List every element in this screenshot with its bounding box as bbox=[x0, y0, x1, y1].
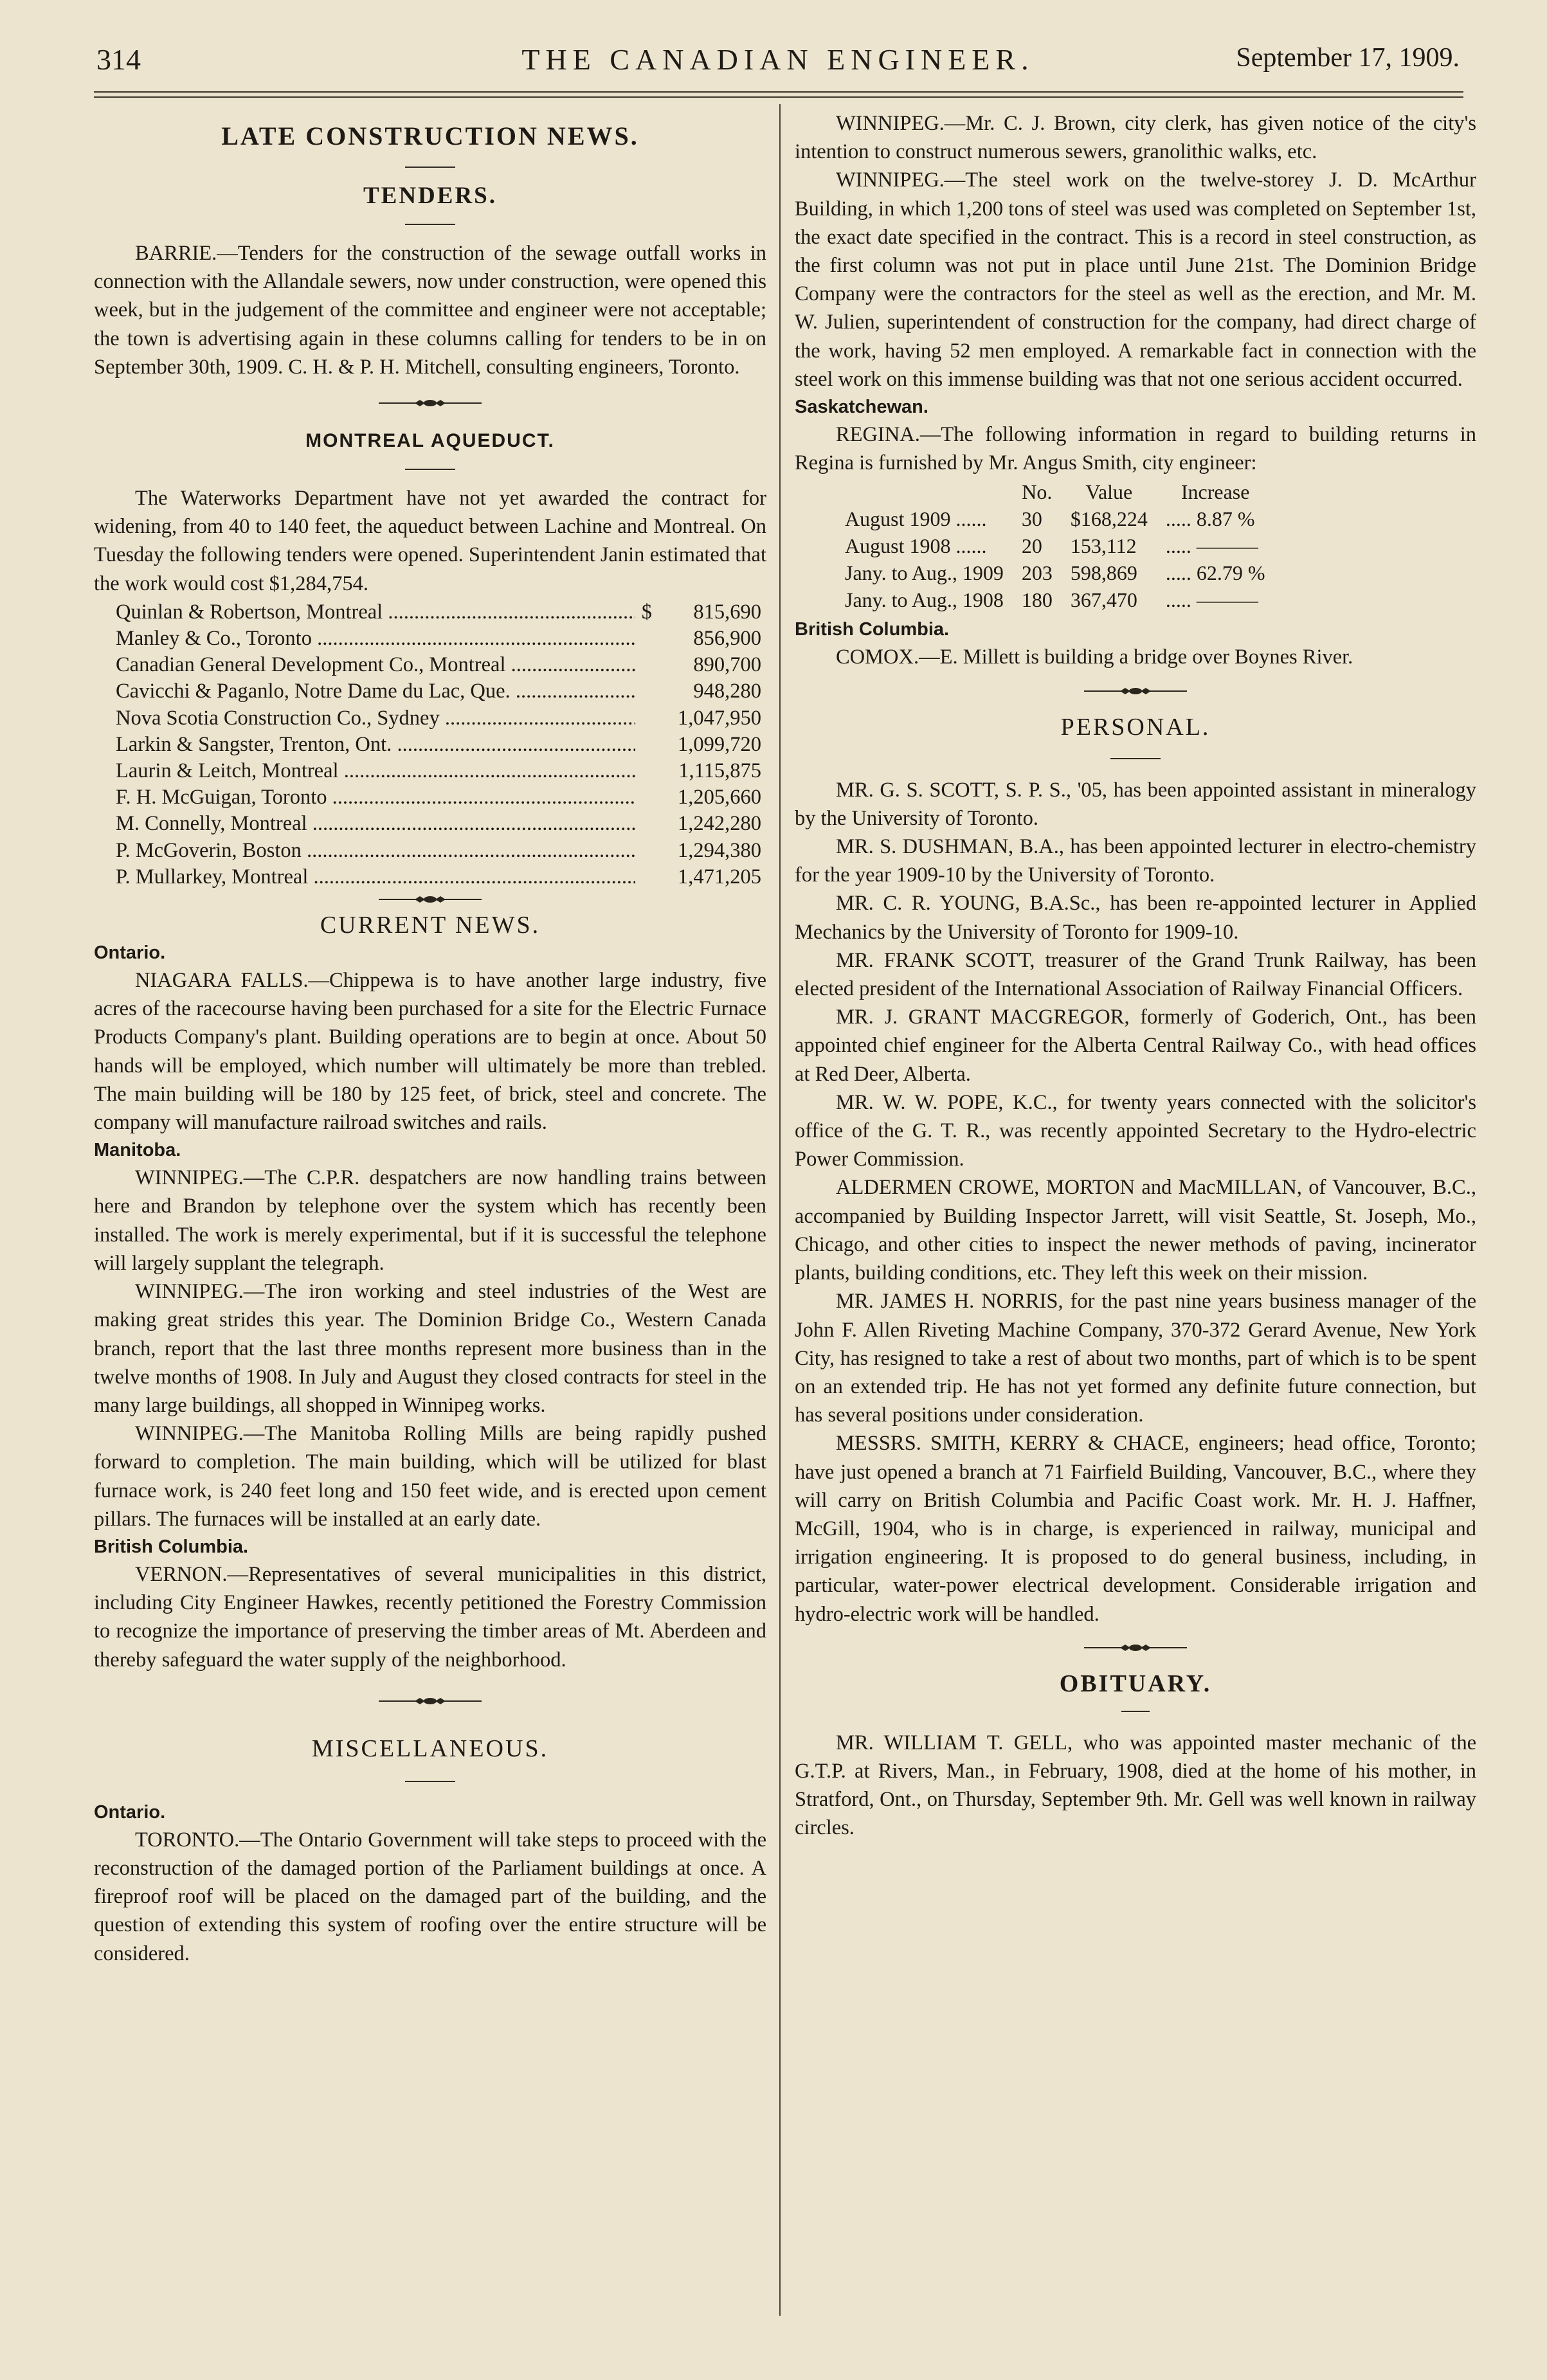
tender-row: Manley & Co., Toronto ..... 856,900 bbox=[94, 626, 766, 652]
table-header-row: No. Value Increase bbox=[1022, 480, 1250, 504]
tender-row: Canadian General Development Co., Montreal ..... 890,700 bbox=[94, 652, 766, 678]
tender-row: Laurin & Leitch, Montreal ..... 1,115,875 bbox=[94, 758, 766, 784]
personal-item: ALDERMEN CROWE, MORTON and MacMILLAN, of Vancouver, B.C., accompanied by Building Inspector Jarrett, will visit Seattle, St. Joseph, Mo., Chicago, and other cities to inspect the newer methods of paving, incinerator plants, building conditions, etc. They left this week on their mission. bbox=[795, 1176, 1476, 1285]
tender-row: Quinlan & Robertson, Montreal ..... $ 815,690 bbox=[94, 599, 766, 626]
personal-item: MR. W. W. POPE, K.C., for twenty years connected with the solicitor's office of the G. T. R., was recently appointed Secretary to the Hydro-electric Power Commission. bbox=[795, 1090, 1476, 1171]
tender-list bbox=[94, 599, 766, 890]
divider bbox=[405, 469, 455, 470]
province-heading-british-columbia-right: British Columbia. bbox=[795, 619, 950, 640]
article-vernon: VERNON.—Representatives of several municipalities in this district, including City Engineer Hawkes, recently petitioned the Forestry Commission to recognize the importance of preserving the timber areas of Mt. Aberdeen and thereby safeguard the water supply of the neighborhood. bbox=[94, 1562, 766, 1672]
journal-title: THE CANADIAN ENGINEER. bbox=[521, 43, 1035, 76]
table-row: Jany. to Aug., 1909 203 598,869 ..... 62.79 % bbox=[845, 561, 1265, 585]
issue-date: September 17, 1909. bbox=[1236, 43, 1460, 73]
personal-item: MR. S. DUSHMAN, B.A., has been appointed lecturer in electro-chemistry for the year 1909-10 by the University of Toronto. bbox=[795, 835, 1476, 887]
ornament-divider bbox=[1084, 1643, 1187, 1653]
article-winnipeg-sewers: WINNIPEG.—Mr. C. J. Brown, city clerk, has given notice of the city's intention to construct numerous sewers, granolithic walks, etc. bbox=[795, 112, 1476, 164]
section-title-montreal-aqueduct: MONTREAL AQUEDUCT. bbox=[305, 430, 555, 452]
left-column bbox=[94, 109, 766, 1968]
building-returns-table bbox=[836, 478, 1274, 613]
table-row: Jany. to Aug., 1908 180 367,470 ..... ——— bbox=[845, 588, 1258, 612]
province-heading-ontario: Ontario. bbox=[94, 942, 166, 964]
section-title-personal: PERSONAL. bbox=[1060, 713, 1211, 741]
tender-row: M. Connelly, Montreal ..... 1,242,280 bbox=[94, 811, 766, 837]
right-column bbox=[795, 109, 1476, 1843]
article-regina: REGINA.—The following information in regard to building returns in Regina is furnished by Mr. Angus Smith, city engineer: bbox=[795, 423, 1476, 475]
province-heading-saskatchewan: Saskatchewan. bbox=[795, 397, 928, 418]
personal-item: MESSRS. SMITH, KERRY & CHACE, engineers; head office, Toronto; have just opened a branch at 71 Fairfield Building, Vancouver, B.C., where they will carry on British Columbia and Pacific Coast work. Mr. H. J. Haffner, McGill, 1904, who is in charge, is experienced in railway, municipal and irrigation engineering. It is proposed to do general business, including, in particular, water-power electrical development. Considerable irrigation and hydro-electric work will be handled. bbox=[795, 1432, 1476, 1626]
article-toronto: TORONTO.—The Ontario Government will take steps to proceed with the reconstruction of the damaged portion of the Parliament buildings at once. A fireproof roof will be placed on the damaged part of the building, and the question of extending this system of roofing over the entire structure will be considered. bbox=[94, 1828, 766, 1965]
article-comox: COMOX.—E. Millett is building a bridge over Boynes River. bbox=[836, 645, 1353, 669]
section-title-miscellaneous: MISCELLANEOUS. bbox=[311, 1735, 549, 1762]
section-title-obituary: OBITUARY. bbox=[1059, 1670, 1212, 1697]
divider bbox=[405, 224, 455, 225]
tender-row: Larkin & Sangster, Trenton, Ont. ..... 1,099,720 bbox=[94, 732, 766, 758]
article-winnipeg-steel-industries: WINNIPEG.—The iron working and steel industries of the West are making great strides this year. The Dominion Bridge Co., Western Canada branch, report that the last three months represent more business than in the twelve months of 1908. In July and August they closed contracts for steel in the many large buildings, all shopped in Winnipeg works. bbox=[94, 1280, 766, 1417]
article-barrie: BARRIE.—Tenders for the construction of the sewage outfall works in connection with the Allandale sewers, now under construction, were opened this week, but in the judgement of the committee and engineer were not acceptable; the town is advertising again in these columns calling for tenders to be in on September 30th, 1909. C. H. & P. H. Mitchell, consulting engineers, Toronto. bbox=[94, 242, 766, 379]
personal-item: MR. J. GRANT MACGREGOR, formerly of Goderich, Ont., has been appointed chief engineer for the Alberta Central Railway Co., with head offices at Red Deer, Alberta. bbox=[795, 1005, 1476, 1086]
divider bbox=[405, 1781, 455, 1782]
tender-row: Nova Scotia Construction Co., Sydney ..... 1,047,950 bbox=[94, 705, 766, 732]
province-heading-manitoba: Manitoba. bbox=[94, 1140, 181, 1161]
section-title-current-news: CURRENT NEWS. bbox=[320, 912, 541, 939]
header-rule bbox=[94, 91, 1463, 93]
ornament-divider bbox=[379, 894, 482, 905]
article-winnipeg-mcarthur-building: WINNIPEG.—The steel work on the twelve-storey J. D. McArthur Building, in which 1,200 tons of steel was used was completed on September 1st, the exact date specified in the contract. This is a record in steel construction, as the first column was not put in place until June 21st. The Dominion Bridge Company were the contractors for the steel as well as the erection, and Mr. M. W. Julien, superintendent of construction for the company, had direct charge of the work, having 52 men employed. A remarkable fact in connection with the steel work on this immense building was that not one serious accident occurred. bbox=[795, 168, 1476, 391]
page-number: 314 bbox=[96, 43, 141, 76]
table-row: August 1908 ...... 20 153,112 ..... ——— bbox=[845, 534, 1258, 558]
article-niagara-falls: NIAGARA FALLS.—Chippewa is to have another large industry, five acres of the racecourse having been purchased for a site for the Electric Furnace Products Company's plant. Building operations are to begin at once. About 50 hands will be employed, which number will ultimately be more than trebled. The main building will be 180 by 125 feet, of brick, steel and concrete. The company will manufacture railroad switches and rails. bbox=[94, 969, 766, 1135]
province-heading-ontario-misc: Ontario. bbox=[94, 1801, 166, 1823]
divider bbox=[1110, 758, 1161, 759]
tender-row: P. Mullarkey, Montreal ..... 1,471,205 bbox=[94, 864, 766, 890]
personal-item: MR. C. R. YOUNG, B.A.Sc., has been re-appointed lecturer in Applied Mechanics by the University of Toronto for 1909-10. bbox=[795, 892, 1476, 944]
province-heading-british-columbia: British Columbia. bbox=[94, 1536, 249, 1557]
tender-row: Cavicchi & Paganlo, Notre Dame du Lac, Que. ..... 948,280 bbox=[94, 678, 766, 705]
tender-row: F. H. McGuigan, Toronto ..... 1,205,660 bbox=[94, 784, 766, 811]
personal-item: MR. JAMES H. NORRIS, for the past nine years business manager of the John F. Allen Riveting Machine Company, 370-372 Gerard Avenue, New York City, has resigned to take a rest of about two months, part of which is to be spent on an extended trip. He has not yet formed any definite future connection, but has several positions under consideration. bbox=[795, 1290, 1476, 1427]
personal-item: MR. G. S. SCOTT, S. P. S., '05, has been appointed assistant in mineralogy by the University of Toronto. bbox=[795, 778, 1476, 830]
ornament-divider bbox=[1084, 686, 1187, 696]
tender-row: P. McGoverin, Boston ..... 1,294,380 bbox=[94, 838, 766, 864]
personal-item: MR. FRANK SCOTT, treasurer of the Grand Trunk Railway, has been elected president of the International Association of Railway Financial Officers. bbox=[795, 948, 1476, 1001]
section-title-late-construction: LATE CONSTRUCTION NEWS. bbox=[221, 122, 639, 150]
divider bbox=[1121, 1711, 1150, 1712]
article-winnipeg-rolling-mills: WINNIPEG.—The Manitoba Rolling Mills are being rapidly pushed forward to completion. The main building, which will be utilized for blast furnace work, is 240 feet long and 150 feet wide, and is erected upon cement pillars. The furnaces will be installed at an early date. bbox=[94, 1422, 766, 1531]
running-header bbox=[96, 37, 1460, 82]
article-montreal-aqueduct: The Waterworks Department have not yet awarded the contract for widening, from 40 to 140 feet, the aqueduct between Lachine and Montreal. On Tuesday the following tenders were opened. Superintendent Janin estimated that the work would cost $1,284,754. bbox=[94, 487, 766, 595]
ornament-divider bbox=[379, 398, 482, 408]
article-winnipeg-telephone: WINNIPEG.—The C.P.R. despatchers are now handling trains between here and Brandon by telephone over the system which has recently been installed. The work is merely experimental, but if it is successful the telephone will largely supplant the telegraph. bbox=[94, 1166, 766, 1275]
divider bbox=[405, 167, 455, 168]
table-row: August 1909 ...... 30 $168,224 ..... 8.87 % bbox=[845, 507, 1255, 531]
ornament-divider bbox=[379, 1696, 482, 1706]
section-title-tenders: TENDERS. bbox=[363, 183, 498, 209]
article-obituary-gell: MR. WILLIAM T. GELL, who was appointed master mechanic of the G.T.P. at Rivers, Man., in February, 1908, died at the home of his mother, in Stratford, Ont., on Thursday, September 9th. Mr. Gell was well known in railway circles. bbox=[795, 1731, 1476, 1840]
header-rule-double bbox=[94, 96, 1463, 98]
column-divider bbox=[779, 104, 781, 2316]
